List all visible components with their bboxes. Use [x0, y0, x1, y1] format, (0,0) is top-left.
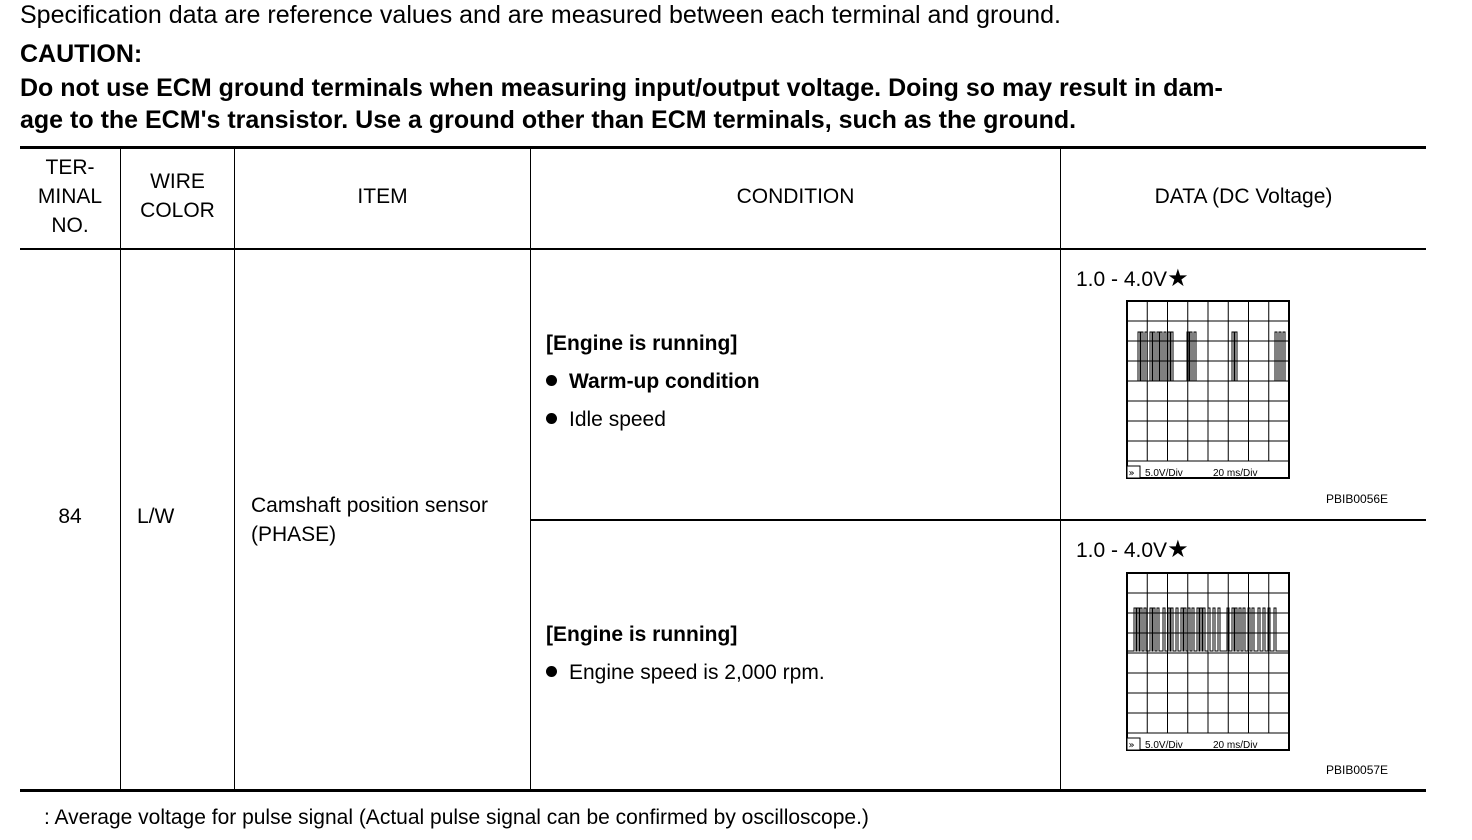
col-divider-2	[234, 149, 235, 789]
wire-color: L/W	[137, 505, 175, 528]
header-bottom-rule	[20, 248, 1426, 250]
figure-reference: PBIB0057E	[1326, 763, 1389, 777]
condition-bullet-text: Engine speed is 2,000 rpm.	[569, 661, 825, 684]
svg-text:»: »	[1128, 468, 1135, 479]
scope-volts-label: 5.0V/Div	[1145, 740, 1183, 751]
col-divider-3	[530, 149, 531, 789]
voltage-text: 1.0 - 4.0V	[1076, 539, 1168, 562]
condition-idle	[546, 332, 760, 446]
terminal-number: 84	[58, 505, 82, 528]
condition-bullet	[546, 370, 760, 408]
intro-text: Specification data are reference values and are measured between each terminal and ground.	[20, 1, 1061, 29]
star-icon: ★	[1167, 265, 1189, 292]
header-terminal-line1: TER-	[45, 156, 95, 179]
caution-line-1: Do not use ECM ground terminals when measuring input/output voltage. Doing so may result in dam-	[20, 74, 1223, 102]
bullet-icon	[546, 666, 557, 677]
header-terminal-no	[20, 153, 120, 240]
condition-heading: [Engine is running]	[546, 623, 738, 646]
table-bottom-rule	[20, 789, 1426, 792]
header-item: ITEM	[357, 185, 408, 208]
header-wire-color	[121, 167, 234, 225]
oscilloscope-waveform-idle	[1124, 299, 1294, 483]
condition-divider	[530, 519, 1426, 521]
oscilloscope-waveform-2000rpm	[1124, 571, 1294, 755]
header-condition: CONDITION	[736, 185, 855, 208]
item-name	[251, 491, 488, 549]
voltage-value	[1076, 264, 1189, 293]
header-terminal-line3: NO.	[51, 214, 89, 237]
condition-bullet	[546, 661, 825, 699]
col-divider-1	[120, 149, 121, 789]
condition-bullet-text: Warm-up condition	[569, 370, 760, 393]
header-terminal-line2: MINAL	[37, 185, 103, 208]
voltage-text: 1.0 - 4.0V	[1076, 268, 1168, 291]
scope-volts-label: 5.0V/Div	[1145, 468, 1183, 479]
star-icon: ★	[1167, 536, 1189, 563]
bullet-icon	[546, 375, 557, 386]
bullet-icon	[546, 413, 557, 424]
caution-text	[20, 72, 1430, 136]
condition-2000rpm	[546, 623, 825, 699]
scope-time-label: 20 ms/Div	[1213, 468, 1258, 479]
condition-heading: [Engine is running]	[546, 332, 738, 355]
header-wire-line1: WIRE	[150, 170, 205, 193]
footnote: : Average voltage for pulse signal (Actual pulse signal can be confirmed by oscilloscope.)	[44, 806, 869, 829]
scope-time-label: 20 ms/Div	[1213, 740, 1258, 751]
table-top-rule	[20, 146, 1426, 149]
figure-reference: PBIB0056E	[1326, 492, 1389, 506]
item-line-1: Camshaft position sensor	[251, 494, 488, 517]
condition-bullet	[546, 408, 760, 446]
col-divider-4	[1060, 149, 1061, 789]
condition-bullet-text: Idle speed	[569, 408, 666, 431]
header-wire-line2: COLOR	[140, 199, 215, 222]
voltage-value	[1076, 535, 1189, 564]
caution-line-2: age to the ECM's transistor. Use a ground other than ECM terminals, such as the ground.	[20, 106, 1077, 134]
svg-text:»: »	[1128, 740, 1135, 751]
caution-title: CAUTION:	[20, 40, 143, 68]
item-line-2: (PHASE)	[251, 523, 337, 546]
header-data: DATA (DC Voltage)	[1154, 185, 1333, 208]
